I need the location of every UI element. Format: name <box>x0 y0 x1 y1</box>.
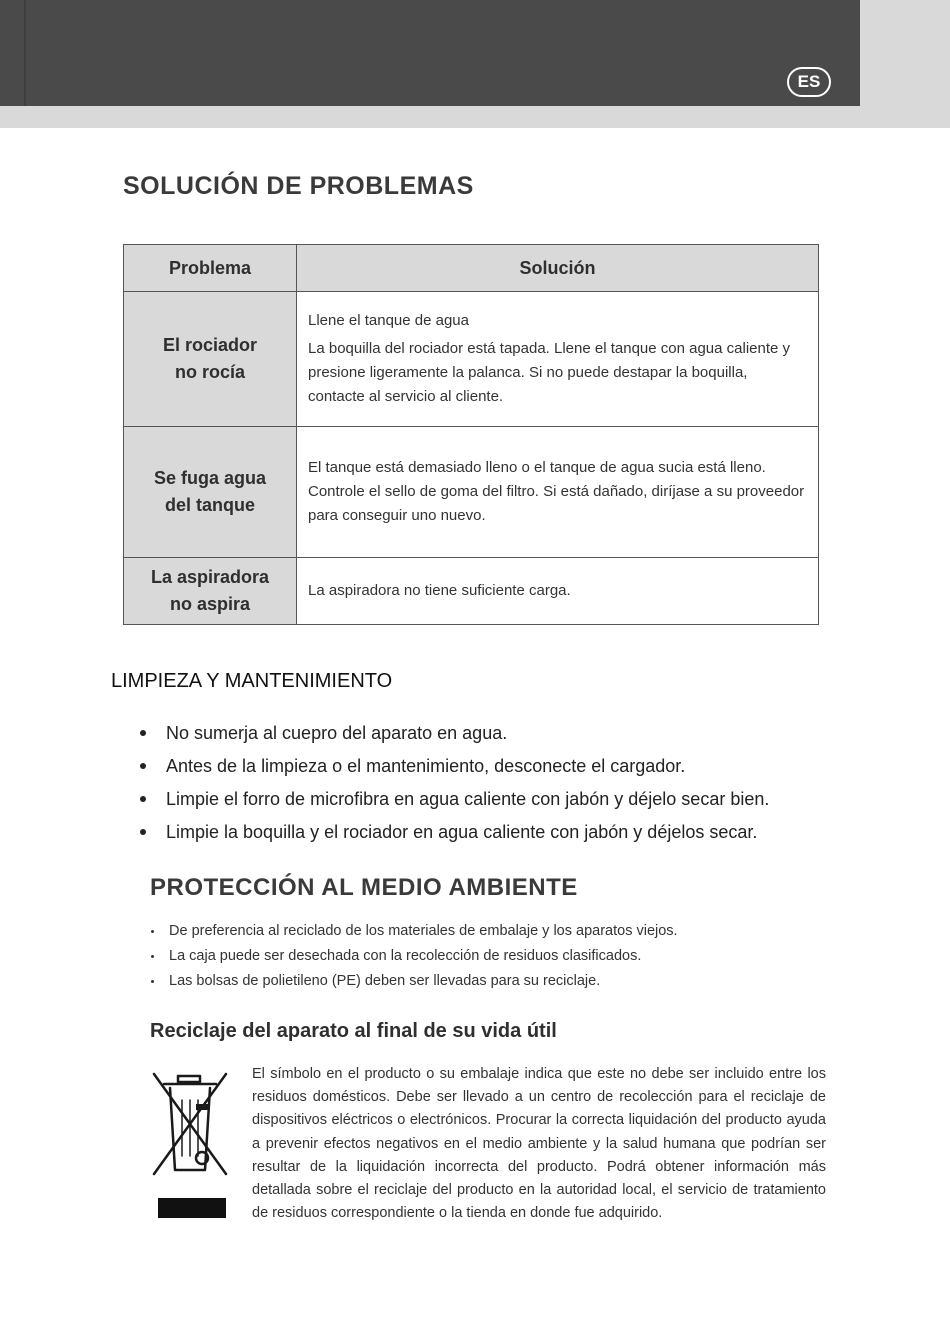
bullet-icon <box>140 730 146 736</box>
recycling-text: El símbolo en el producto o su embalaje indica que este no debe ser incluido entre los residuos domésticos. Debe ser llevado a un centro de recolección para el reciclaje de dispositivos eléctricos o electrónicos. Procurar la correcta liquidación del producto ayuda a prevenir efectos negativos en el medio ambiente y la salud humana que podrían ser resultar de la liquidación incorrecta del producto. Podrá obtener información más detallada sobre el reciclaje del producto en la autoridad local, el servicio de tratamiento de residuos correspondiente o la tienda en donde fue adquirido. <box>252 1066 826 1222</box>
table-row <box>124 292 819 427</box>
list-item-text: De preferencia al reciclado de los materiales de embalaje y los aparatos viejos. <box>169 923 678 939</box>
bullet-icon <box>140 796 146 802</box>
bullet-icon <box>140 763 146 769</box>
table-row <box>124 558 819 625</box>
header-band-dark <box>0 0 860 106</box>
problem-cell <box>124 292 297 427</box>
environment-title: PROTECCIÓN AL MEDIO AMBIENTE <box>150 874 578 901</box>
weee-crossed-bin-icon <box>150 1066 230 1224</box>
problem-cell <box>124 427 297 558</box>
bullet-icon <box>140 829 146 835</box>
list-item <box>150 920 678 945</box>
list-item <box>150 945 678 970</box>
table-row <box>124 427 819 558</box>
solution-cell <box>297 427 819 558</box>
problem-line: Se fuga agua <box>153 468 267 488</box>
problem-line: El rociador <box>162 335 258 355</box>
list-item-text: Limpie la boquilla y el rociador en agua caliente con jabón y déjelos secar. <box>166 822 758 842</box>
cleaning-list <box>140 719 769 851</box>
solution-cell <box>297 558 819 625</box>
list-item <box>150 970 678 995</box>
bullet-icon <box>151 930 154 933</box>
list-item-text: Antes de la limpieza o el mantenimiento, desconecte el cargador. <box>166 756 686 776</box>
list-item-text: Limpie el forro de microfibra en agua caliente con jabón y déjelo secar bien. <box>166 789 770 809</box>
solution-line: La boquilla del rociador está tapada. Llene el tanque con agua caliente y presione ligeramente la palanca. Si no puede destapar la boquilla, contacte al servicio al cliente. <box>308 340 791 405</box>
list-item <box>140 818 769 851</box>
list-item-text: La caja puede ser desechada con la recolección de residuos clasificados. <box>169 948 642 964</box>
solution-line: Llene el tanque de agua <box>308 312 469 329</box>
solution-line: La aspiradora no tiene suficiente carga. <box>308 582 571 599</box>
language-badge: ES <box>787 67 831 97</box>
list-item-text: No sumerja al cuepro del aparato en agua. <box>166 723 508 743</box>
list-item <box>140 752 769 785</box>
cleaning-title: LIMPIEZA Y MANTENIMIENTO <box>111 670 393 692</box>
troubleshooting-title: SOLUCIÓN DE PROBLEMAS <box>123 172 474 200</box>
environment-list <box>150 920 678 995</box>
list-item-text: Las bolsas de polietileno (PE) deben ser llevadas para su reciclaje. <box>169 973 601 989</box>
problem-line: no aspira <box>169 594 251 614</box>
solution-cell <box>297 292 819 427</box>
problem-line: La aspiradora <box>150 567 270 587</box>
bullet-icon <box>151 980 154 983</box>
list-item <box>140 785 769 818</box>
header-stripe <box>24 0 26 106</box>
column-header-problem: Problema <box>124 245 297 292</box>
troubleshooting-table <box>123 244 819 625</box>
problem-line: del tanque <box>164 495 255 515</box>
column-header-solution: Solución <box>297 245 819 292</box>
problem-line: no rocía <box>174 362 245 382</box>
solution-line: El tanque está demasiado lleno o el tanque de agua sucia está lleno. Controle el sello de goma del filtro. Si está dañado, diríjase a su proveedor para conseguir uno nuevo. <box>308 459 805 524</box>
list-item <box>140 719 769 752</box>
bullet-icon <box>151 955 154 958</box>
recycling-title: Reciclaje del aparato al final de su vida útil <box>150 1020 557 1042</box>
table-header-row <box>124 245 819 292</box>
problem-cell <box>124 558 297 625</box>
